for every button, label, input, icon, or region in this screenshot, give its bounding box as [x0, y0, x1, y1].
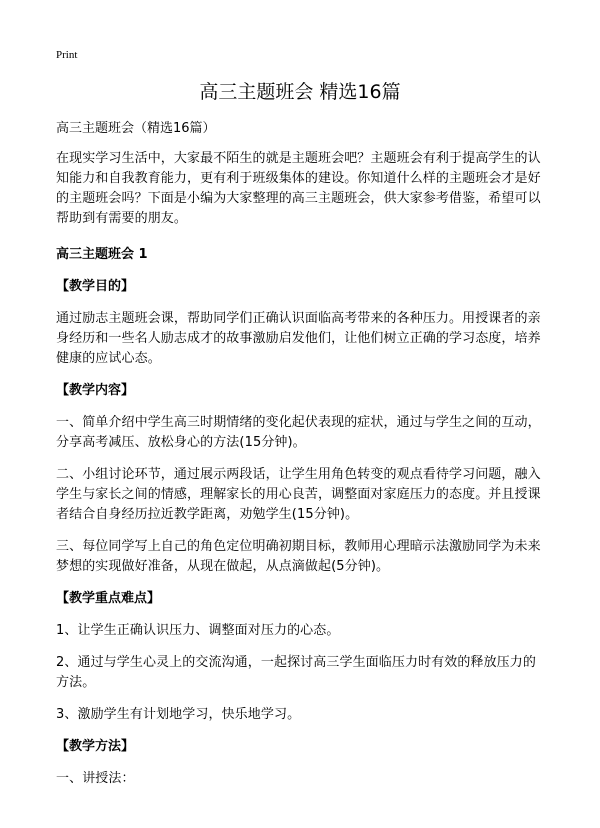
content-item: 三、每位同学写上自己的角色定位明确初期目标，教师用心理暗示法激励同学为未来梦想的实现做好准备，从现在做起，从点滴做起(5分钟)。: [56, 539, 541, 574]
method-item: 一、讲授法：: [56, 771, 135, 786]
key-points-heading: 【教学重点难点】: [56, 591, 161, 606]
section-heading: 高三主题班会 1: [56, 247, 148, 262]
page-title: 高三主题班会 精选16篇: [199, 81, 401, 103]
content-item: 一、简单介绍中学生高三时期情绪的变化起伏表现的症状，通过与学生之间的互动，分享高考减压、放松身心的方法(15分钟)。: [56, 415, 541, 450]
content-item: 二、小组讨论环节，通过展示两段话，让学生用角色转变的观点看待学习问题，融入学生与家长之间的情感，理解家长的用心良苦，调整面对家庭压力的态度。并且授课者结合自身经历拉近教学距离，劝勉学生(15分钟)。: [56, 467, 541, 522]
content-heading: 【教学内容】: [56, 383, 135, 398]
document-body: [56, 119, 548, 801]
intro-paragraph: 在现实学习生活中，大家最不陌生的就是主题班会吧？主题班会有利于提高学生的认知能力和自我教育能力，更有利于班级集体的建设。你知道什么样的主题班会才是好的主题班会吗？下面是小编为大家整理的高三主题班会，供大家参考借鉴，希望可以帮助到有需要的朋友。: [56, 151, 541, 226]
document-subtitle: 高三主题班会（精选16篇）: [56, 121, 216, 136]
key-point-item: 3、激励学生有计划地学习，快乐地学习。: [56, 707, 301, 722]
key-point-item: 2、通过与学生心灵上的交流沟通，一起探讨高三学生面临压力时有效的释放压力的方法。: [56, 655, 536, 690]
purpose-heading: 【教学目的】: [56, 279, 135, 294]
method-heading: 【教学方法】: [56, 739, 135, 754]
purpose-paragraph: 通过励志主题班会课，帮助同学们正确认识面临高考带来的各种压力。用授课者的亲身经历和一些名人励志成才的故事激励启发他们，让他们树立正确的学习态度，培养健康的应试心态。: [56, 311, 541, 366]
print-label[interactable]: Print: [56, 49, 78, 61]
key-point-item: 1、让学生正确认识压力、调整面对压力的心态。: [56, 623, 340, 638]
